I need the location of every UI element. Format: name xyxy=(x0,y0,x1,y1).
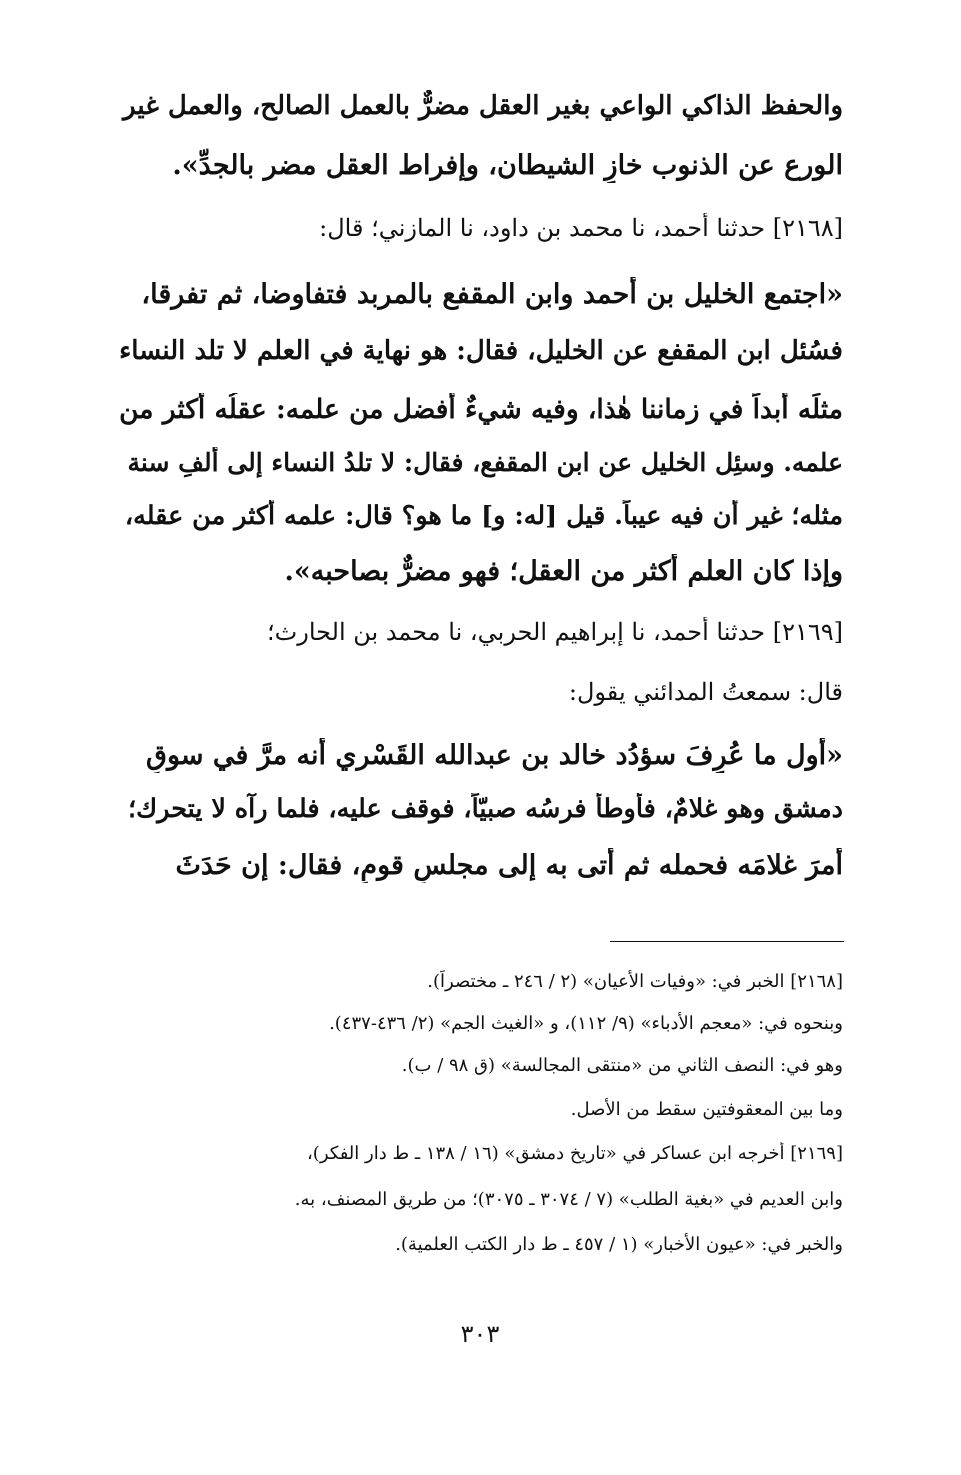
footnote-line-1: [٢١٦٨] الخبر في: «وفيات الأعيان» (٢ / ٢٤٦ ـ مختصراً). xyxy=(427,971,843,992)
main-line-10: [٢١٦٩] حدثنا أحمد، نا إبراهيم الحربي، نا محمد بن الحارث؛ xyxy=(267,618,843,646)
main-line-5: فسُئل ابن المقفع عن الخليل، فقال: هو نهاية في العلم لا تلد النساء xyxy=(119,336,843,366)
main-line-9: وإذا كان العلم أكثر من العقل؛ فهو مضرٌّ بصاحبه». xyxy=(284,556,843,587)
footnote-separator xyxy=(610,941,844,942)
footnote-line-7: والخبر في: «عيون الأخبار» (١ / ٤٥٧ ـ ط دار الكتب العلمية). xyxy=(395,1234,843,1255)
footnote-line-3: وهو في: النصف الثاني من «منتقى المجالسة» (ق ٩٨ / ب). xyxy=(401,1055,843,1076)
footnote-line-4: وما بين المعقوفتين سقط من الأصل. xyxy=(570,1099,843,1120)
footnote-line-2: وبنحوه في: «معجم الأدباء» (٩/ ١١٢)، و «الغيث الجم» (٢/ ٤٣٦-٤٣٧). xyxy=(329,1013,843,1034)
main-line-13: دمشق وهو غلامٌ، فأوطأ فرسُه صبيّاً، فوقف عليه، فلما رآه لا يتحرك؛ xyxy=(128,794,843,824)
main-line-2: الورع عن الذنوب خازِ الشيطان، وإفراط العقل مضر بالجدِّ». xyxy=(172,150,843,181)
main-line-3: [٢١٦٨] حدثنا أحمد، نا محمد بن داود، نا المازني؛ قال: xyxy=(319,214,843,242)
main-line-6: مثلَه أبداً في زماننا هٰذا، وفيه شيءٌ أفضل من علمه: عقلُه أكثر من xyxy=(119,394,843,425)
main-line-1: والحفظ الذاكي الواعي بغير العقل مضرٌّ بالعمل الصالح، والعمل غير xyxy=(123,91,843,121)
main-line-7: علمه. وسئِل الخليل عن ابن المقفع، فقال: لا تلدُ النساء إلى ألفِ سنة xyxy=(127,448,843,477)
footnote-line-5: [٢١٦٩] أخرجه ابن عساكر في «تاريخ دمشق» (١٦ / ١٣٨ ـ ط دار الفكر)، xyxy=(307,1143,843,1164)
page-number: ٣٠٣ xyxy=(460,1320,500,1348)
main-line-4: «اجتمع الخليل بن أحمد وابن المقفع بالمربد فتفاوضا، ثم تفرقا، xyxy=(141,279,843,310)
footnote-line-6: وابن العديم في «بغية الطلب» (٧ / ٣٠٧٤ ـ ٣٠٧٥)؛ من طريق المصنف، به. xyxy=(294,1189,843,1210)
main-line-11: قال: سمعتُ المدائني يقول: xyxy=(568,678,843,706)
main-line-8: مثله؛ غير أن فيه عيباً. قيل [له: و] ما هو؟ قال: علمه أكثر من عقله، xyxy=(124,501,843,531)
main-line-12: «أول ما عُرِفَ سؤدُد خالد بن عبدالله القَسْري أنه مرَّ في سوقِ xyxy=(146,740,843,771)
main-line-14: أمرَ غلامَه فحمله ثم أتى به إلى مجلسِ قومٍ، فقال: إن حَدَثَ xyxy=(175,850,843,881)
